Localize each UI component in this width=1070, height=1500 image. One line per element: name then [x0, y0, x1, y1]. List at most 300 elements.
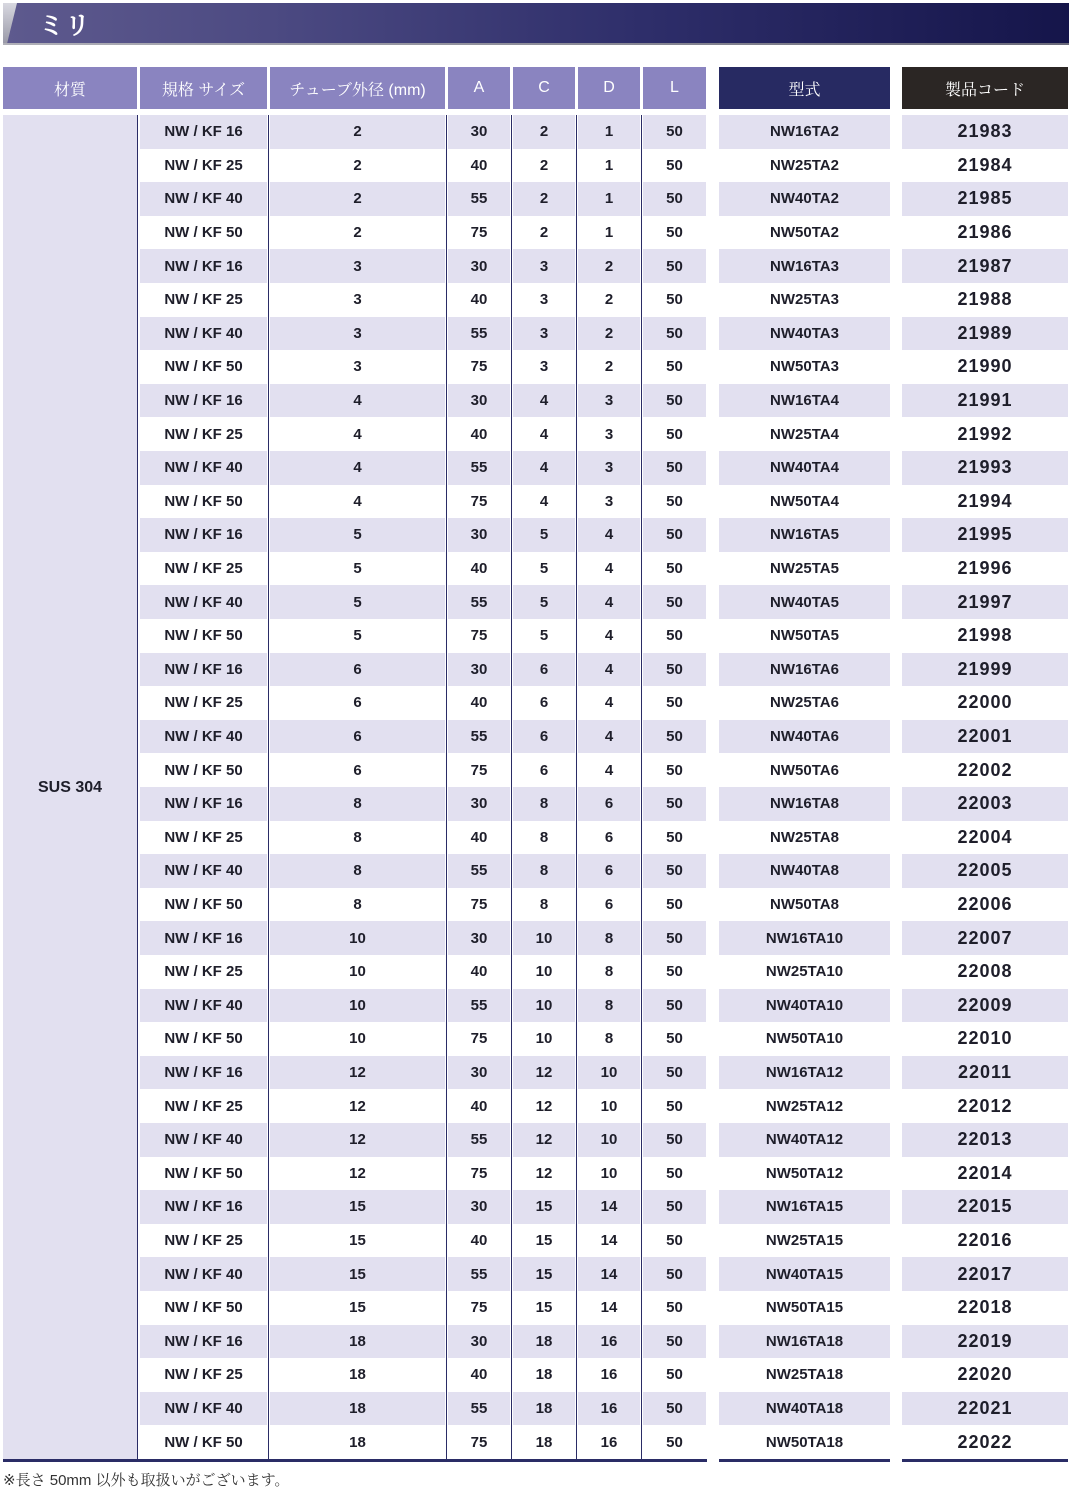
product-code-cell: 22007	[902, 921, 1068, 955]
tube-diameter-cell: 4	[270, 451, 445, 485]
table-row	[0, 1190, 1070, 1224]
table-row	[0, 585, 1070, 619]
table-row	[0, 115, 1070, 149]
dim-d-cell: 4	[604, 560, 614, 578]
dim-d-cell: 1	[604, 156, 614, 174]
header-model: 型式	[719, 67, 890, 109]
product-code-cell: 22002	[957, 759, 1013, 780]
dim-a-cell: 30	[448, 384, 510, 418]
dim-c-cell: 6	[539, 761, 549, 779]
size-cell: NW / KF 40	[140, 720, 267, 754]
tube-diameter-cell: 2	[270, 182, 445, 216]
model-cell: NW50TA8	[770, 896, 839, 914]
dim-l-cell: 50	[643, 1190, 706, 1224]
header-material: 材質	[3, 67, 137, 109]
size-cell: NW / KF 50	[164, 1030, 243, 1048]
dim-d-cell: 14	[600, 1299, 618, 1317]
dim-a-cell: 40	[470, 291, 488, 309]
table-row	[0, 552, 1070, 586]
product-code-cell: 21991	[902, 384, 1068, 418]
table-row	[0, 1257, 1070, 1291]
size-cell: NW / KF 25	[164, 1366, 243, 1384]
dim-c-cell: 6	[513, 653, 575, 687]
dim-d-cell: 10	[578, 1056, 640, 1090]
table-row	[0, 1392, 1070, 1426]
tube-diameter-cell: 10	[270, 921, 445, 955]
product-code-cell: 22003	[902, 787, 1068, 821]
product-code-cell: 22001	[902, 720, 1068, 754]
dim-c-cell: 4	[539, 492, 549, 510]
tube-diameter-cell: 12	[270, 1056, 445, 1090]
dim-l-cell: 50	[643, 1325, 706, 1359]
dim-a-cell: 55	[448, 1123, 510, 1157]
header-l: L	[643, 67, 706, 109]
dim-a-cell: 75	[470, 224, 488, 242]
dim-d-cell: 10	[578, 1123, 640, 1157]
dim-c-cell: 3	[539, 358, 549, 376]
model-cell: NW16TA15	[719, 1190, 890, 1224]
size-cell: NW / KF 25	[164, 291, 243, 309]
dim-d-cell: 2	[578, 249, 640, 283]
tube-diameter-cell: 5	[353, 627, 362, 645]
tube-diameter-cell: 6	[353, 761, 362, 779]
dim-a-cell: 40	[470, 828, 488, 846]
dim-l-cell: 50	[643, 585, 706, 619]
dim-d-cell: 8	[604, 963, 614, 981]
product-code-cell: 22019	[902, 1325, 1068, 1359]
table-row	[0, 1123, 1070, 1157]
dim-l-cell: 50	[643, 115, 706, 149]
model-cell: NW50TA10	[765, 1030, 844, 1048]
dim-d-cell: 1	[578, 182, 640, 216]
dim-c-cell: 3	[513, 317, 575, 351]
column-divider	[511, 115, 512, 1460]
product-code-cell: 22015	[902, 1190, 1068, 1224]
tube-diameter-cell: 15	[270, 1190, 445, 1224]
product-code-cell: 21990	[957, 356, 1013, 377]
dim-d-cell: 4	[604, 761, 614, 779]
dim-l-cell: 50	[666, 828, 683, 846]
tube-diameter-cell: 3	[353, 291, 362, 309]
table-row	[0, 1358, 1070, 1392]
dim-a-cell: 55	[448, 720, 510, 754]
dim-a-cell: 55	[448, 1257, 510, 1291]
dim-d-cell: 14	[578, 1190, 640, 1224]
dim-c-cell: 2	[513, 115, 575, 149]
size-cell: NW / KF 16	[140, 1056, 267, 1090]
dim-l-cell: 50	[666, 224, 683, 242]
size-cell: NW / KF 16	[140, 921, 267, 955]
dim-d-cell: 8	[578, 921, 640, 955]
dim-a-cell: 40	[470, 1097, 488, 1115]
dim-a-cell: 55	[448, 854, 510, 888]
dim-l-cell: 50	[643, 787, 706, 821]
dim-c-cell: 8	[513, 854, 575, 888]
model-cell: NW25TA3	[770, 291, 839, 309]
table-row	[0, 1425, 1070, 1459]
size-cell: NW / KF 40	[140, 989, 267, 1023]
size-cell: NW / KF 16	[140, 384, 267, 418]
product-code-cell: 21998	[957, 625, 1013, 646]
model-cell: NW25TA15	[765, 1232, 844, 1250]
dim-c-cell: 12	[535, 1097, 553, 1115]
dim-d-cell: 16	[578, 1392, 640, 1426]
model-cell: NW25TA12	[765, 1097, 844, 1115]
product-code-cell: 21995	[902, 518, 1068, 552]
dim-d-cell: 8	[578, 989, 640, 1023]
dim-c-cell: 5	[513, 585, 575, 619]
dim-a-cell: 30	[448, 249, 510, 283]
dim-d-cell: 16	[578, 1325, 640, 1359]
model-cell: NW40TA2	[719, 182, 890, 216]
product-code-cell: 21983	[902, 115, 1068, 149]
dim-l-cell: 50	[643, 182, 706, 216]
dim-l-cell: 50	[666, 1097, 683, 1115]
product-code-cell: 21999	[902, 653, 1068, 687]
dim-c-cell: 18	[513, 1392, 575, 1426]
tube-diameter-cell: 18	[270, 1325, 445, 1359]
header-d: D	[578, 67, 640, 109]
size-cell: NW / KF 40	[140, 451, 267, 485]
dim-c-cell: 4	[539, 425, 549, 443]
column-divider	[446, 115, 447, 1460]
dim-a-cell: 30	[448, 1325, 510, 1359]
dim-c-cell: 2	[539, 156, 549, 174]
size-cell: NW / KF 25	[164, 1097, 243, 1115]
table-row	[0, 1022, 1070, 1056]
header-c: C	[513, 67, 575, 109]
model-cell: NW50TA4	[770, 492, 839, 510]
dim-d-cell: 14	[578, 1257, 640, 1291]
model-cell: NW40TA5	[719, 585, 890, 619]
table-row	[0, 1325, 1070, 1359]
table-row	[0, 451, 1070, 485]
tube-diameter-cell: 12	[349, 1164, 366, 1182]
tube-diameter-cell: 8	[353, 828, 362, 846]
dim-c-cell: 8	[513, 787, 575, 821]
model-cell: NW16TA10	[719, 921, 890, 955]
dim-a-cell: 55	[448, 451, 510, 485]
dim-d-cell: 4	[604, 627, 614, 645]
table-row	[0, 888, 1070, 922]
header-tube-diameter: チューブ外径 (mm)	[270, 67, 445, 109]
dim-c-cell: 6	[539, 694, 549, 712]
size-cell: NW / KF 50	[164, 761, 243, 779]
dim-a-cell: 55	[448, 1392, 510, 1426]
dim-l-cell: 50	[666, 291, 683, 309]
size-cell: NW / KF 16	[140, 249, 267, 283]
dim-d-cell: 2	[604, 358, 614, 376]
tube-diameter-cell: 5	[270, 585, 445, 619]
table-row	[0, 821, 1070, 855]
dim-d-cell: 3	[578, 451, 640, 485]
dim-d-cell: 4	[578, 518, 640, 552]
dim-d-cell: 2	[604, 291, 614, 309]
dim-c-cell: 2	[513, 182, 575, 216]
product-code-cell: 22021	[902, 1392, 1068, 1426]
tube-diameter-cell: 2	[270, 115, 445, 149]
model-cell: NW50TA5	[770, 627, 839, 645]
tube-diameter-cell: 18	[349, 1366, 366, 1384]
table-row	[0, 720, 1070, 754]
model-cell: NW50TA2	[770, 224, 839, 242]
model-cell: NW40TA6	[719, 720, 890, 754]
dim-d-cell: 2	[578, 317, 640, 351]
dim-c-cell: 15	[535, 1232, 553, 1250]
dim-a-cell: 55	[448, 182, 510, 216]
model-cell: NW25TA18	[765, 1366, 844, 1384]
size-cell: NW / KF 50	[164, 1433, 243, 1451]
model-cell: NW16TA5	[719, 518, 890, 552]
model-bottom-border	[719, 1459, 890, 1462]
table-bottom-border	[3, 1459, 707, 1462]
size-cell: NW / KF 50	[164, 896, 243, 914]
dim-a-cell: 30	[448, 787, 510, 821]
dim-c-cell: 2	[539, 224, 549, 242]
product-code-cell: 21987	[902, 249, 1068, 283]
dim-l-cell: 50	[643, 1257, 706, 1291]
dim-c-cell: 18	[535, 1366, 553, 1384]
dim-d-cell: 6	[604, 828, 614, 846]
tube-diameter-cell: 3	[270, 249, 445, 283]
table-row	[0, 1224, 1070, 1258]
title-underline	[3, 43, 1069, 45]
table-row	[0, 216, 1070, 250]
dim-c-cell: 15	[513, 1190, 575, 1224]
table-row	[0, 182, 1070, 216]
column-divider	[268, 115, 269, 1460]
model-cell: NW50TA18	[765, 1433, 844, 1451]
dim-d-cell: 14	[600, 1232, 618, 1250]
size-cell: NW / KF 50	[164, 358, 243, 376]
size-cell: NW / KF 25	[164, 694, 243, 712]
dim-d-cell: 3	[604, 492, 614, 510]
size-cell: NW / KF 16	[140, 115, 267, 149]
dim-d-cell: 4	[604, 694, 614, 712]
dim-d-cell: 1	[604, 224, 614, 242]
dim-a-cell: 30	[448, 921, 510, 955]
dim-d-cell: 10	[600, 1097, 618, 1115]
column-divider	[576, 115, 577, 1460]
table-row	[0, 1056, 1070, 1090]
size-cell: NW / KF 25	[164, 963, 243, 981]
size-cell: NW / KF 40	[140, 585, 267, 619]
dim-l-cell: 50	[643, 854, 706, 888]
code-bottom-border	[902, 1459, 1068, 1462]
dim-c-cell: 3	[539, 291, 549, 309]
tube-diameter-cell: 2	[353, 224, 362, 242]
model-cell: NW40TA8	[719, 854, 890, 888]
table-row	[0, 350, 1070, 384]
dim-a-cell: 30	[448, 518, 510, 552]
table-row	[0, 1157, 1070, 1191]
dim-l-cell: 50	[666, 1366, 683, 1384]
model-cell: NW25TA4	[770, 425, 839, 443]
header-size: 規格 サイズ	[140, 67, 267, 109]
dim-l-cell: 50	[643, 384, 706, 418]
dim-l-cell: 50	[666, 896, 683, 914]
tube-diameter-cell: 18	[270, 1392, 445, 1426]
dim-l-cell: 50	[643, 518, 706, 552]
dim-l-cell: 50	[666, 425, 683, 443]
footnote: ※長さ 50mm 以外も取扱いがございます。	[3, 1472, 290, 1489]
dim-c-cell: 15	[513, 1257, 575, 1291]
model-cell: NW25TA2	[770, 156, 839, 174]
tube-diameter-cell: 5	[353, 560, 362, 578]
size-cell: NW / KF 25	[164, 828, 243, 846]
size-cell: NW / KF 50	[164, 1164, 243, 1182]
product-code-cell: 22008	[957, 961, 1013, 982]
size-cell: NW / KF 40	[140, 182, 267, 216]
dim-l-cell: 50	[643, 1123, 706, 1157]
dim-d-cell: 4	[578, 653, 640, 687]
dim-a-cell: 40	[470, 694, 488, 712]
size-cell: NW / KF 16	[140, 1190, 267, 1224]
table-row	[0, 283, 1070, 317]
table-row	[0, 518, 1070, 552]
tube-diameter-cell: 5	[270, 518, 445, 552]
model-cell: NW40TA10	[719, 989, 890, 1023]
dim-d-cell: 16	[600, 1433, 618, 1451]
dim-l-cell: 50	[643, 1056, 706, 1090]
dim-c-cell: 10	[535, 1030, 553, 1048]
size-cell: NW / KF 16	[140, 1325, 267, 1359]
table-row	[0, 1089, 1070, 1123]
tube-diameter-cell: 6	[270, 653, 445, 687]
dim-l-cell: 50	[643, 720, 706, 754]
tube-diameter-cell: 15	[270, 1257, 445, 1291]
dim-c-cell: 12	[513, 1056, 575, 1090]
product-code-cell: 22020	[957, 1364, 1013, 1385]
dim-l-cell: 50	[666, 1433, 683, 1451]
model-cell: NW50TA15	[765, 1299, 844, 1317]
tube-diameter-cell: 8	[270, 787, 445, 821]
product-code-cell: 22006	[957, 894, 1013, 915]
size-cell: NW / KF 40	[140, 1257, 267, 1291]
table-row	[0, 753, 1070, 787]
model-cell: NW50TA12	[765, 1164, 844, 1182]
dim-l-cell: 50	[666, 694, 683, 712]
product-code-cell: 22012	[957, 1095, 1013, 1116]
product-code-cell: 21986	[957, 222, 1013, 243]
product-code-cell: 21989	[902, 317, 1068, 351]
dim-a-cell: 30	[448, 1190, 510, 1224]
model-cell: NW40TA18	[719, 1392, 890, 1426]
table-row	[0, 149, 1070, 183]
dim-c-cell: 4	[513, 451, 575, 485]
size-cell: NW / KF 25	[164, 425, 243, 443]
tube-diameter-cell: 12	[270, 1123, 445, 1157]
size-cell: NW / KF 50	[164, 627, 243, 645]
product-code-cell: 21984	[957, 154, 1013, 175]
product-code-cell: 22017	[902, 1257, 1068, 1291]
dim-d-cell: 6	[578, 854, 640, 888]
dim-d-cell: 3	[604, 425, 614, 443]
model-cell: NW40TA15	[719, 1257, 890, 1291]
dim-a-cell: 40	[470, 560, 488, 578]
product-code-cell: 22009	[902, 989, 1068, 1023]
dim-a-cell: 75	[470, 492, 488, 510]
table-row	[0, 921, 1070, 955]
product-code-cell: 22022	[957, 1431, 1013, 1452]
product-code-cell: 22005	[902, 854, 1068, 888]
model-cell: NW50TA3	[770, 358, 839, 376]
dim-c-cell: 10	[513, 989, 575, 1023]
title-bar	[3, 3, 1069, 43]
size-cell: NW / KF 25	[164, 1232, 243, 1250]
dim-c-cell: 10	[513, 921, 575, 955]
size-cell: NW / KF 25	[164, 560, 243, 578]
dim-l-cell: 50	[666, 761, 683, 779]
product-code-cell: 22016	[957, 1230, 1013, 1251]
model-cell: NW25TA10	[765, 963, 844, 981]
dim-c-cell: 3	[513, 249, 575, 283]
dim-l-cell: 50	[643, 989, 706, 1023]
dim-d-cell: 10	[600, 1164, 618, 1182]
model-cell: NW25TA8	[770, 828, 839, 846]
tube-diameter-cell: 12	[349, 1097, 366, 1115]
product-code-cell: 21988	[957, 289, 1013, 310]
dim-a-cell: 55	[448, 317, 510, 351]
model-cell: NW16TA12	[719, 1056, 890, 1090]
dim-c-cell: 12	[535, 1164, 553, 1182]
table-row	[0, 619, 1070, 653]
dim-a-cell: 55	[448, 989, 510, 1023]
product-code-cell: 22010	[957, 1028, 1013, 1049]
dim-a-cell: 75	[470, 761, 488, 779]
material-cell: SUS 304	[3, 115, 137, 1460]
dim-l-cell: 50	[643, 451, 706, 485]
dim-l-cell: 50	[666, 560, 683, 578]
size-cell: NW / KF 50	[164, 224, 243, 242]
model-cell: NW40TA3	[719, 317, 890, 351]
product-code-cell: 21994	[957, 490, 1013, 511]
product-code-cell: 21996	[957, 558, 1013, 579]
table-row	[0, 686, 1070, 720]
dim-a-cell: 75	[470, 1164, 488, 1182]
dim-d-cell: 4	[578, 720, 640, 754]
dim-c-cell: 4	[513, 384, 575, 418]
dim-a-cell: 40	[470, 963, 488, 981]
tube-diameter-cell: 8	[270, 854, 445, 888]
size-cell: NW / KF 25	[164, 156, 243, 174]
dim-a-cell: 40	[470, 1366, 488, 1384]
dim-l-cell: 50	[643, 1392, 706, 1426]
header-product-code: 製品コード	[902, 67, 1068, 109]
dim-l-cell: 50	[666, 963, 683, 981]
dim-l-cell: 50	[666, 358, 683, 376]
tube-diameter-cell: 4	[270, 384, 445, 418]
dim-c-cell: 6	[513, 720, 575, 754]
size-cell: NW / KF 40	[140, 1123, 267, 1157]
tube-diameter-cell: 6	[353, 694, 362, 712]
dim-d-cell: 3	[578, 384, 640, 418]
dim-c-cell: 18	[513, 1325, 575, 1359]
tube-diameter-cell: 6	[270, 720, 445, 754]
dim-l-cell: 50	[666, 1232, 683, 1250]
tube-diameter-cell: 8	[353, 896, 362, 914]
dim-a-cell: 75	[470, 1030, 488, 1048]
dim-d-cell: 6	[578, 787, 640, 821]
model-cell: NW16TA6	[719, 653, 890, 687]
tube-diameter-cell: 3	[353, 358, 362, 376]
size-cell: NW / KF 40	[140, 1392, 267, 1426]
tube-diameter-cell: 18	[349, 1433, 366, 1451]
tube-diameter-cell: 10	[349, 963, 366, 981]
dim-d-cell: 16	[600, 1366, 618, 1384]
product-code-cell: 22011	[902, 1056, 1068, 1090]
page-title: ミリ	[39, 12, 92, 40]
